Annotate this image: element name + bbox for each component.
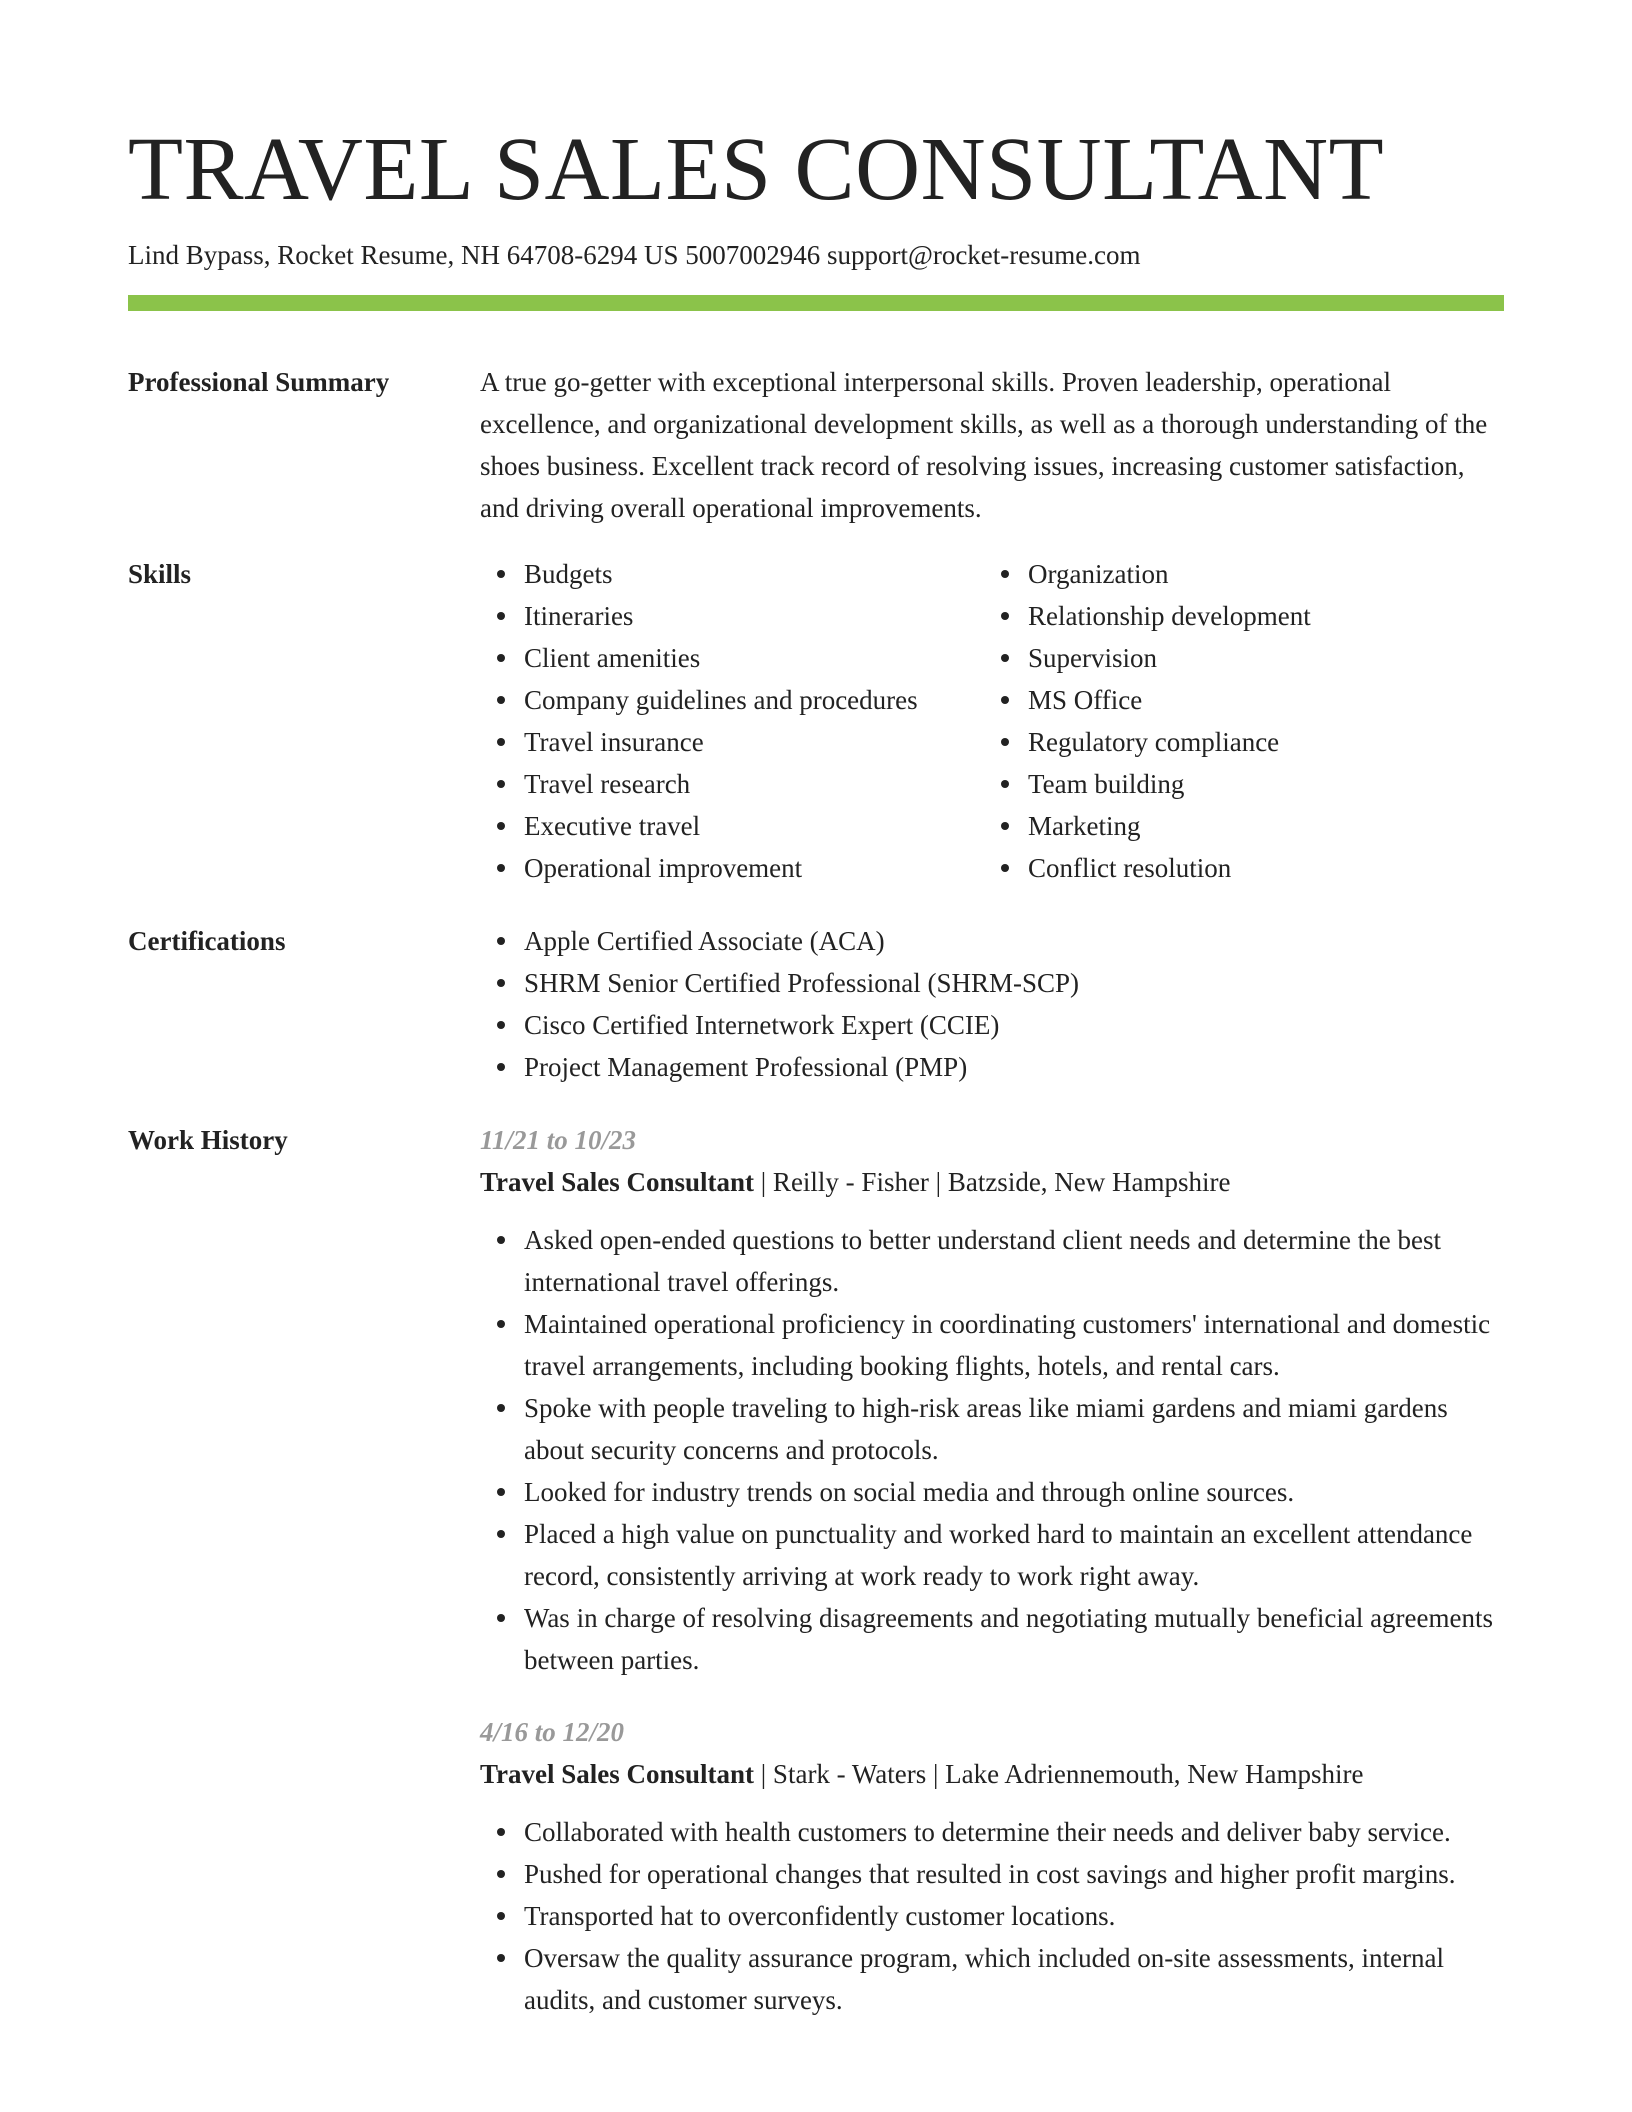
certification-item: Apple Certified Associate (ACA) [524,920,1504,962]
job-bullet: Was in charge of resolving disagreements and negotiating mutually beneficial agreements between parties. [524,1597,1504,1681]
skills-section [128,553,1504,889]
job-title: Travel Sales Consultant [480,1759,755,1789]
job-dates: 4/16 to 12/20 [480,1717,625,1747]
job-bullet: Asked open-ended questions to better understand client needs and determine the best international travel offerings. [524,1219,1504,1303]
skill-item: Team building [1028,763,1504,805]
job-bullet: Maintained operational proficiency in coordinating customers' international and domestic travel arrangements, including booking flights, hotels, and rental cars. [524,1303,1504,1387]
skills-column-left [480,553,984,889]
skill-item: Relationship development [1028,595,1504,637]
skill-item: Client amenities [524,637,984,679]
skill-item: Marketing [1028,805,1504,847]
job-entry [480,1119,1504,1681]
job-bullets [480,1219,1504,1681]
certification-item: Cisco Certified Internetwork Expert (CCIE) [524,1004,1504,1046]
certifications-body [480,920,1504,1088]
job-details: | Stark - Waters | Lake Adriennemouth, New Hampshire [754,1759,1364,1789]
job-heading [480,1753,1504,1795]
section-label-summary: Professional Summary [128,367,390,397]
skill-item: Travel research [524,763,984,805]
skill-item: Itineraries [524,595,984,637]
skills-column-right [984,553,1504,889]
skill-item: MS Office [1028,679,1504,721]
work-history-section [128,1119,1504,2021]
summary-text: A true go-getter with exceptional interpersonal skills. Proven leadership, operational excellence, and organizational development skills, as well as a thorough understanding of the shoes business. Excellent track record of resolving issues, increasing customer satisfaction, and driving overall operational improvements. [480,367,1488,523]
skill-item: Operational improvement [524,847,984,889]
summary-body [480,361,1504,529]
job-heading [480,1161,1504,1203]
section-label-certifications: Certifications [128,926,286,956]
work-history-body [480,1119,1504,2021]
job-entry [480,1711,1504,2021]
contact-info: Lind Bypass, Rocket Resume, NH 64708-6294 US 5007002946 support@rocket-resume.com [128,240,1141,270]
skill-item: Executive travel [524,805,984,847]
job-details: | Reilly - Fisher | Batzside, New Hampshire [754,1167,1231,1197]
skill-item: Regulatory compliance [1028,721,1504,763]
certification-item: Project Management Professional (PMP) [524,1046,1504,1088]
job-bullet: Collaborated with health customers to determine their needs and deliver baby service. [524,1811,1504,1853]
skills-list-right [984,553,1504,889]
job-bullet: Oversaw the quality assurance program, which included on-site assessments, internal audits, and customer surveys. [524,1937,1504,2021]
resume-title: TRAVEL SALES CONSULTANT [128,120,1385,219]
job-bullet: Placed a high value on punctuality and worked hard to maintain an excellent attendance record, consistently arriving at work ready to work right away. [524,1513,1504,1597]
job-bullet: Pushed for operational changes that resulted in cost savings and higher profit margins. [524,1853,1504,1895]
section-label-skills: Skills [128,559,192,589]
job-bullet: Transported hat to overconfidently customer locations. [524,1895,1504,1937]
summary-section [128,361,1504,529]
job-bullet: Spoke with people traveling to high-risk areas like miami gardens and miami gardens about security concerns and protocols. [524,1387,1504,1471]
header-divider [128,295,1504,311]
skill-item: Organization [1028,553,1504,595]
skill-item: Supervision [1028,637,1504,679]
job-bullets [480,1811,1504,2021]
job-bullet: Looked for industry trends on social media and through online sources. [524,1471,1504,1513]
skill-item: Budgets [524,553,984,595]
skills-body [480,553,1504,889]
skills-list-left [480,553,984,889]
skill-item: Company guidelines and procedures [524,679,984,721]
skill-item: Travel insurance [524,721,984,763]
skill-item: Conflict resolution [1028,847,1504,889]
job-dates: 11/21 to 10/23 [480,1125,637,1155]
certification-item: SHRM Senior Certified Professional (SHRM-SCP) [524,962,1504,1004]
certifications-list [480,920,1504,1088]
section-label-work-history: Work History [128,1125,288,1155]
certifications-section [128,920,1504,1088]
job-title: Travel Sales Consultant [480,1167,755,1197]
